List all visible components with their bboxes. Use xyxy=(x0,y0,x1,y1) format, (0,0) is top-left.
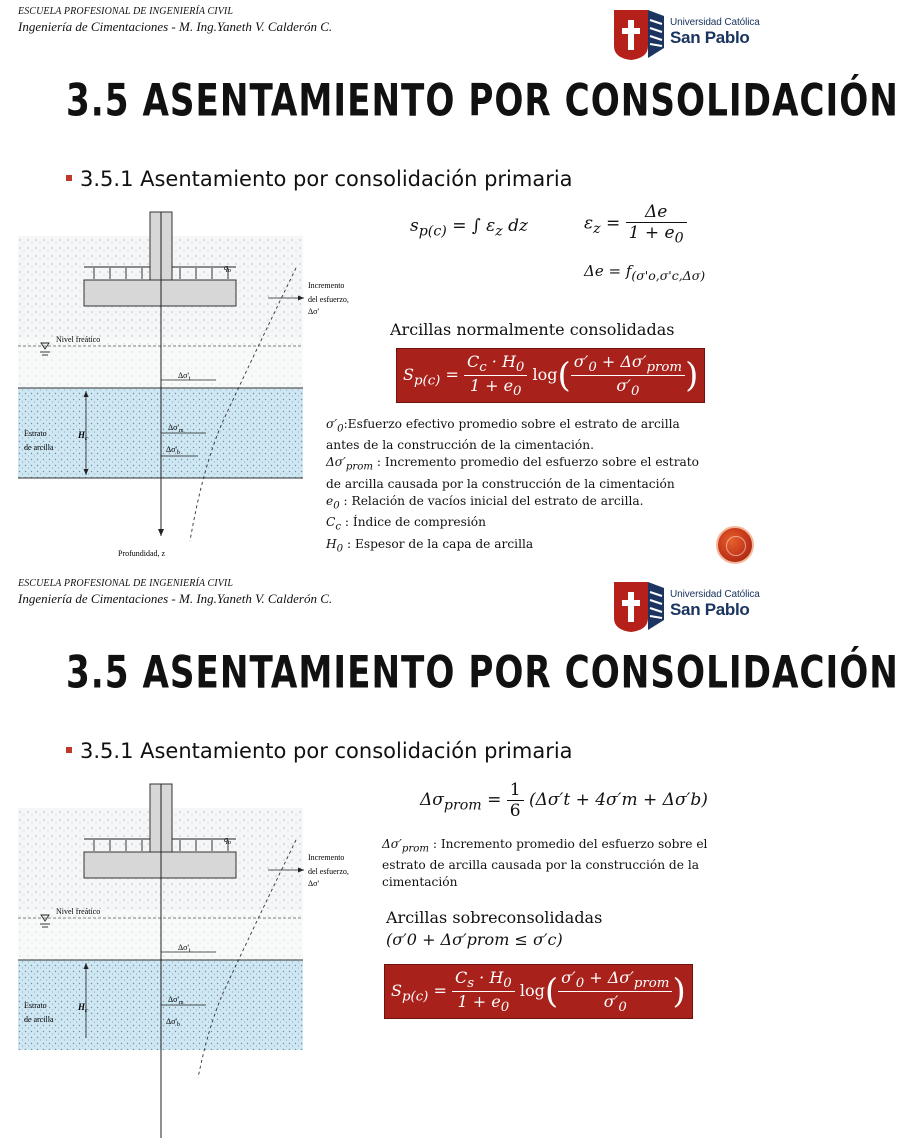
label-depth: Profundidad, z xyxy=(118,549,166,558)
university-logo xyxy=(608,6,760,62)
slide-title: 3.5 ASENTAMIENTO POR CONSOLIDACIÓN xyxy=(66,74,899,126)
section-subtitle xyxy=(66,167,573,191)
svg-text:qo: $q_o$ xyxy=(224,263,231,274)
next-slide-icon[interactable] xyxy=(716,526,754,564)
formula-normal-clay: $S_{p(c)}$ = $\frac{C_c \cdot H_0}{1 + e_0}$ log( $\frac{\sigma'_0 + \Delta\sigma'_{prom}}{\sigma'_0}$ ) xyxy=(396,348,705,403)
definitions-list: $\sigma'_0:Esfuerzo$ efectivo promedio sobre el estrato de arcilla antes de la construcción de la cimentación. $\Delta\sigma'_{prom}$ : Incremento promedio del esfuerzo sobre el estrato de arcilla causada por la construcción de la cimentación $e_0$ : Relación de vacíos inicial del estrato de arcilla. $C_c$ : Índice de compresión $H_0$ : Espesor de la capa de arcilla xyxy=(326,417,700,555)
svg-text:Δσ'b: $\Delta\sigma'_b$ xyxy=(166,1017,180,1028)
label-clay-2: de arcilla xyxy=(24,443,54,452)
svg-text:Nivel freático: Nivel freático xyxy=(56,907,101,916)
header-school: ESCUELA PROFESIONAL DE INGENIERÍA CIVIL xyxy=(18,6,233,17)
bullet-icon xyxy=(66,747,72,753)
header xyxy=(18,6,332,35)
svg-text:Δσ'm: $\Delta\sigma'_m$ xyxy=(168,423,184,434)
eq-average-increment: $\Delta\sigma_{prom}$ = $\frac{1}{6}$ (Δσ′t + 4σ′m + Δσ′b) xyxy=(420,780,708,821)
svg-text:Estrato: Estrato xyxy=(24,1001,47,1010)
footing xyxy=(84,280,236,306)
svg-text:Δσ': Δσ' xyxy=(308,879,319,888)
logo-line2: San Pablo xyxy=(670,600,750,619)
header-school: ESCUELA PROFESIONAL DE INGENIERÍA CIVIL xyxy=(18,578,233,589)
svg-text:Δσ't: $\Delta\sigma'_t$ xyxy=(178,943,191,954)
bullet-icon xyxy=(66,175,72,181)
logo-line1: Universidad Católica xyxy=(670,17,760,28)
header xyxy=(18,578,332,607)
logo-line2: San Pablo xyxy=(670,28,750,47)
logo-line1: Universidad Católica xyxy=(670,589,760,600)
subtitle-text: 3.5.1 Asentamiento por consolidación primaria xyxy=(80,167,573,191)
definition-increment: $\Delta\sigma'_{prom}$ : Incremento promedio del esfuerzo sobre el estrato de arcilla causada por la construcción de la cimentación xyxy=(382,837,708,890)
shield-icon xyxy=(608,578,666,634)
eq-settlement: $s_{p(c)}$ = ∫ $\varepsilon_z$ dz xyxy=(410,216,528,240)
slide-title: 3.5 ASENTAMIENTO POR CONSOLIDACIÓN xyxy=(66,646,899,698)
svg-text:qo: $q_o$ xyxy=(224,835,231,846)
label-increment-3: Δσ' xyxy=(308,307,319,316)
label-increment-1: Incremento xyxy=(308,281,345,290)
eq-void-ratio: $\Delta e = f_{(\sigma'o,\sigma'c,\Delta\sigma)}$ xyxy=(584,262,706,283)
svg-text:de arcilla: de arcilla xyxy=(24,1015,54,1024)
footing xyxy=(84,852,236,878)
condition-overconsolidated: (σ′0 + Δσ′prom ≤ σ′c) xyxy=(386,930,563,949)
label-clay-1: Estrato xyxy=(24,429,47,438)
formula-overconsolidated: $S_{p(c)}$ = $\frac{C_s \cdot H_0}{1 + e_0}$ log( $\frac{\sigma'_0 + \Delta\sigma'_{prom}}{\sigma'_0}$ ) xyxy=(384,964,693,1019)
svg-text:Δσ't: $\Delta\sigma'_t$ xyxy=(178,371,191,382)
eq-strain: $\varepsilon_z$ = $\frac{\Delta e}{1 + e_0}$ xyxy=(584,202,687,246)
header-course: Ingeniería de Cimentaciones - M. Ing.Yaneth V. Calderón C. xyxy=(18,18,333,34)
svg-text:Δσ'b: $\Delta\sigma'_b$ xyxy=(166,445,180,456)
university-logo xyxy=(608,578,760,634)
section-subtitle xyxy=(66,739,573,763)
label-increment-2: del esfuerzo, xyxy=(308,295,349,304)
svg-text:Incremento: Incremento xyxy=(308,853,345,862)
header-course: Ingeniería de Cimentaciones - M. Ing.Yaneth V. Calderón C. xyxy=(18,590,333,606)
label-water-table: Nivel freático xyxy=(56,335,101,344)
consolidation-figure xyxy=(18,778,390,1138)
heading-overconsolidated: Arcillas sobreconsolidadas xyxy=(386,908,603,927)
heading-normal-clay: Arcillas normalmente consolidadas xyxy=(390,320,675,339)
svg-text:del esfuerzo,: del esfuerzo, xyxy=(308,867,349,876)
shield-icon xyxy=(608,6,666,62)
slide-2 xyxy=(0,572,899,1144)
svg-text:Hc: $H_c$ xyxy=(78,430,88,442)
svg-text:Δσ'm: $\Delta\sigma'_m$ xyxy=(168,995,184,1006)
svg-text:Hc: $H_c$ xyxy=(78,1002,88,1014)
subtitle-text: 3.5.1 Asentamiento por consolidación primaria xyxy=(80,739,573,763)
